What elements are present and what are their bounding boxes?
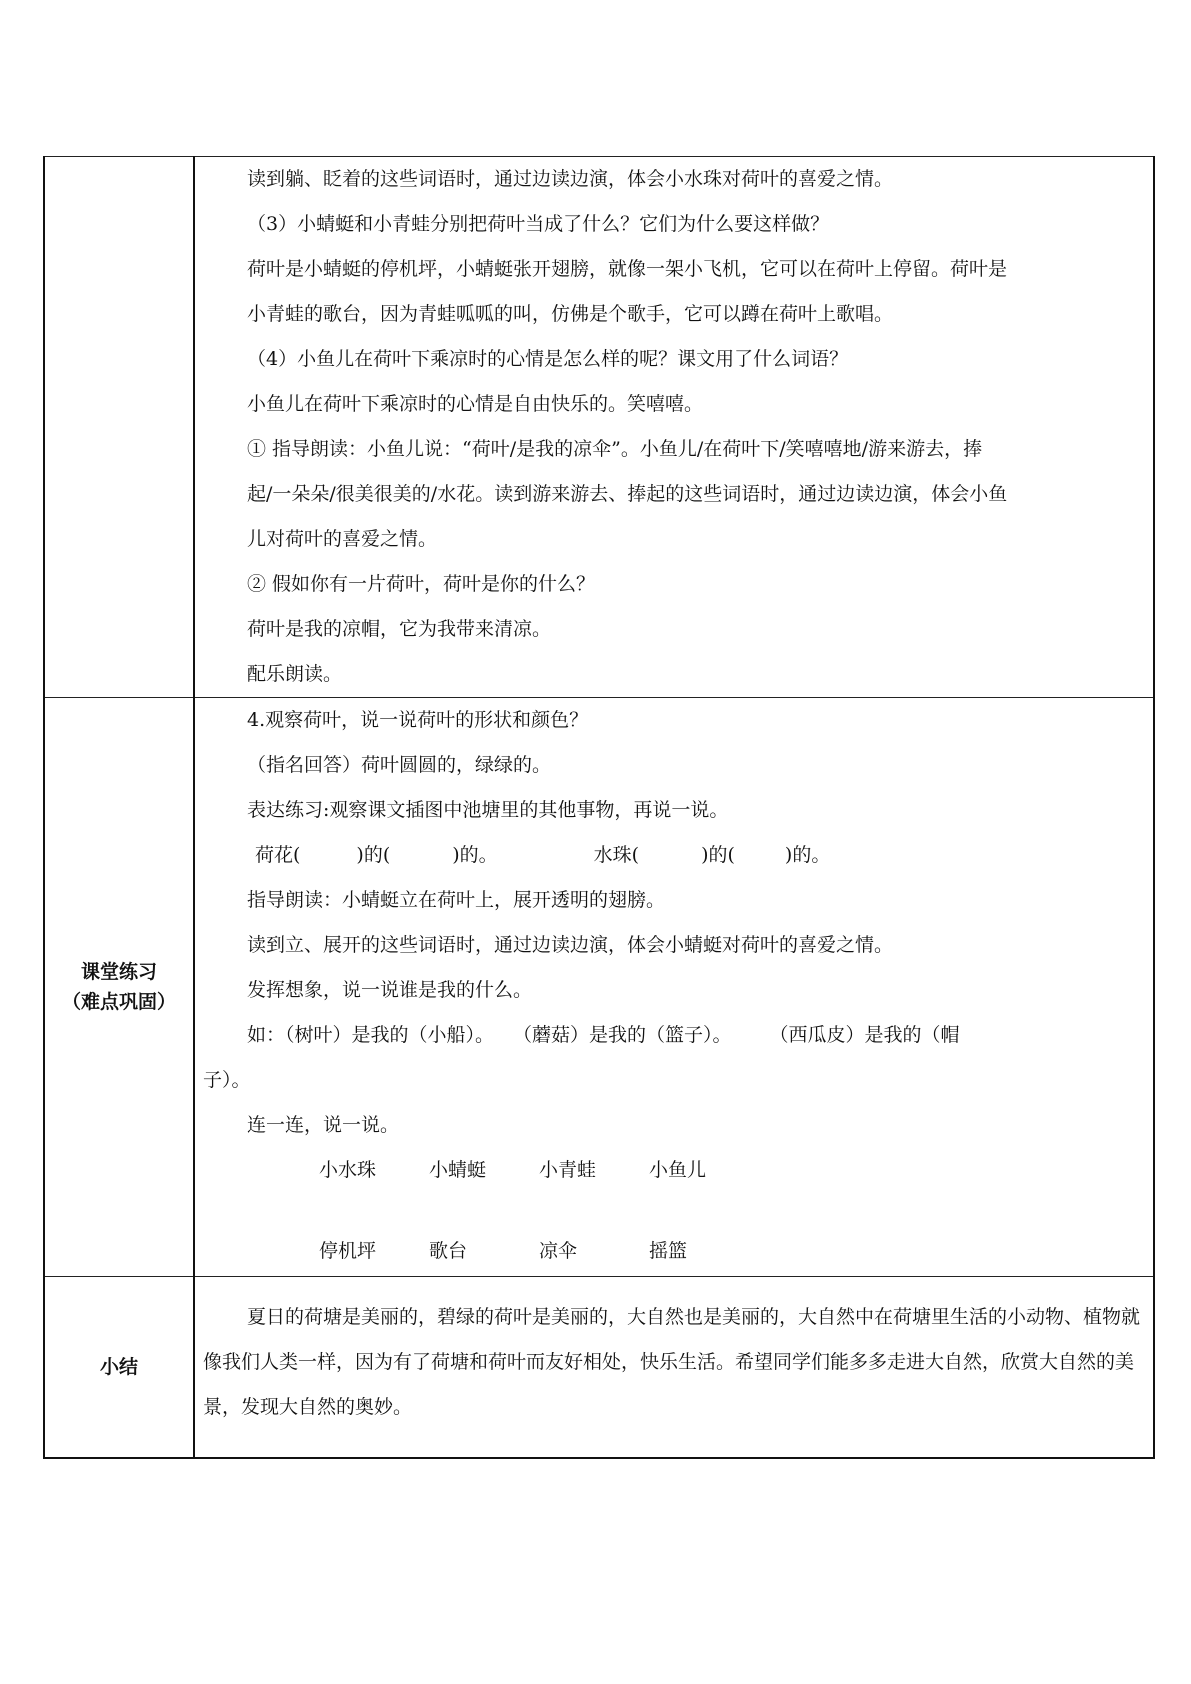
text-line: 荷叶是小蜻蜓的停机坪，小蜻蜓张开翅膀，就像一架小飞机，它可以在荷叶上停留。荷叶是 xyxy=(247,258,1008,280)
text-line: 读到躺、眨着的这些词语时，通过边读边演，体会小水珠对荷叶的喜爱之情。 xyxy=(247,168,894,190)
match-item: 停机坪 xyxy=(319,1240,377,1262)
row-label-practice xyxy=(44,698,194,1277)
text-line: 指导朗读：小蜻蜓立在荷叶上，展开透明的翅膀。 xyxy=(247,889,666,911)
reading-content-cell xyxy=(194,157,1154,698)
text-line: 荷叶是我的凉帽，它为我带来清凉。 xyxy=(247,618,552,640)
match-item: 歌台 xyxy=(429,1240,468,1262)
match-item: 凉伞 xyxy=(539,1240,578,1262)
table-row-reading xyxy=(44,157,1154,698)
summary-content-cell xyxy=(194,1277,1154,1458)
text-line: 发挥想象，说一说谁是我的什么。 xyxy=(247,979,533,1001)
fill-text: )的。 xyxy=(452,844,498,866)
text-line: 读到立、展开的这些词语时，通过边读边演，体会小蜻蜓对荷叶的喜爱之情。 xyxy=(247,934,894,956)
summary-text: 夏日的荷塘是美丽的，碧绿的荷叶是美丽的，大自然也是美丽的，大自然中在荷塘里生活的小动物、植物就像我们人类一样，因为有了荷塘和荷叶而友好相处，快乐生活。希望同学们能多多走进大自然，欣赏大自然的美景，发现大自然的奥妙。 xyxy=(203,1306,1141,1418)
match-item: 小水珠 xyxy=(319,1159,377,1181)
fill-text: )的( xyxy=(701,844,735,866)
match-item: 小蜻蜓 xyxy=(429,1159,487,1181)
fill-text: )的( xyxy=(356,844,391,866)
match-gap xyxy=(203,1193,1143,1229)
connect-prompt: 连一连，说一说。 xyxy=(247,1114,400,1136)
match-top-row xyxy=(203,1148,1143,1193)
fill-text: 荷花( xyxy=(255,844,301,866)
fill-text: 水珠( xyxy=(593,844,640,866)
match-bottom-row xyxy=(203,1229,1143,1274)
text-line: 起/一朵朵/很美很美的/水花。读到游来游去、捧起的这些词语时，通过边读边演，体会小鱼 xyxy=(247,483,1008,505)
example-line: 子）。 xyxy=(203,1069,251,1091)
practice-content-cell xyxy=(194,698,1154,1277)
row-label-empty xyxy=(44,157,194,698)
text-line: 小青蛙的歌台，因为青蛙呱呱的叫，仿佛是个歌手，它可以蹲在荷叶上歌唱。 xyxy=(247,303,894,325)
match-item: 摇篮 xyxy=(649,1240,688,1262)
text-line: 表达练习:观察课文插图中池塘里的其他事物，再说一说。 xyxy=(247,799,729,821)
fill-text: )的。 xyxy=(784,844,831,866)
text-line: 儿对荷叶的喜爱之情。 xyxy=(247,528,438,550)
text-line: （指名回答）荷叶圆圆的，绿绿的。 xyxy=(247,754,552,776)
example-line: 如：（树叶）是我的（小船）。 （蘑菇）是我的（篮子）。 （西瓜皮）是我的（帽 xyxy=(247,1024,960,1046)
guided-reading-1: ① 指导朗读：小鱼儿说：“荷叶/是我的凉伞”。小鱼儿/在荷叶下/笑嘻嘻地/游来游去，捧 xyxy=(247,438,983,460)
lesson-plan-table xyxy=(43,156,1155,1459)
question-3: （3）小蜻蜓和小青蛙分别把荷叶当成了什么？它们为什么要这样做？ xyxy=(247,213,830,235)
text-line: 小鱼儿在荷叶下乘凉时的心情是自由快乐的。笑嘻嘻。 xyxy=(247,393,704,415)
text-line: 配乐朗读。 xyxy=(247,663,343,685)
practice-label-subtitle: （难点巩固） xyxy=(61,991,176,1013)
table-row-practice xyxy=(44,698,1154,1277)
match-item: 小青蛙 xyxy=(539,1159,597,1181)
practice-label-title: 课堂练习 xyxy=(80,961,157,983)
match-item: 小鱼儿 xyxy=(649,1159,707,1181)
text-line: 4.观察荷叶，说一说荷叶的形状和颜色？ xyxy=(247,709,589,731)
fill-in-blank-row xyxy=(203,833,1143,878)
question-4: （4）小鱼儿在荷叶下乘凉时的心情是怎么样的呢？课文用了什么词语？ xyxy=(247,348,849,370)
table-row-summary xyxy=(44,1277,1154,1458)
row-label-summary: 小结 xyxy=(44,1277,194,1458)
guided-question-2: ② 假如你有一片荷叶，荷叶是你的什么？ xyxy=(247,573,596,595)
